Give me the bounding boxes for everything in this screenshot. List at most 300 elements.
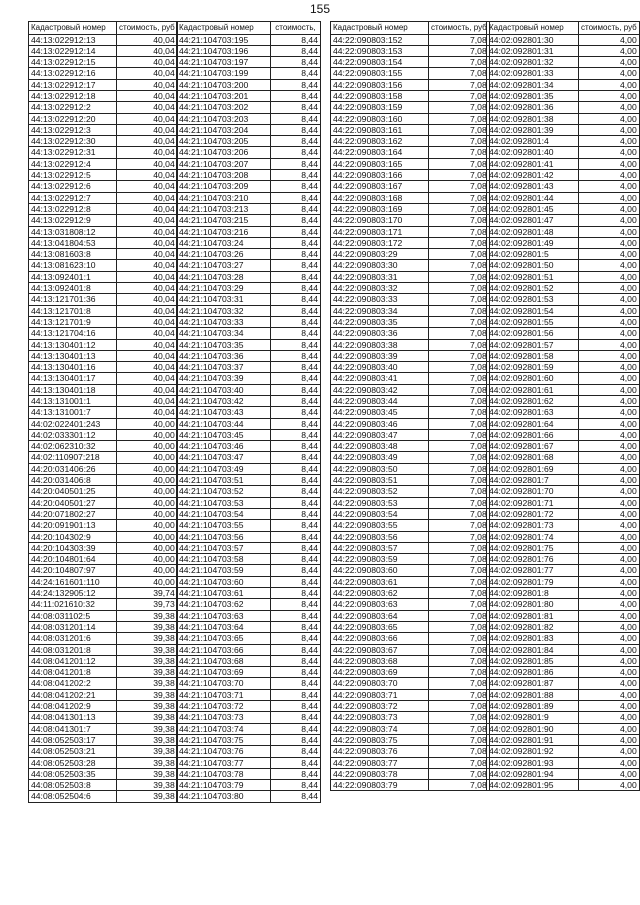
cadastral-number-cell: 44:02:092801:84	[487, 644, 579, 655]
table-row	[487, 757, 640, 768]
header-cadastral-number: Кадастровый номер	[331, 22, 429, 35]
cost-cell: 7,08	[429, 158, 490, 169]
cadastral-number-cell: 44:22:090803:42	[331, 384, 429, 395]
table-row	[487, 136, 640, 147]
table-row	[487, 316, 640, 327]
table-row	[177, 554, 321, 565]
table-row	[331, 452, 490, 463]
cadastral-number-cell: 44:02:092801:64	[487, 418, 579, 429]
cost-cell: 8,44	[271, 791, 321, 802]
cadastral-number-cell: 44:21:104703:210	[177, 192, 271, 203]
cost-cell: 7,08	[429, 203, 490, 214]
cadastral-number-cell: 44:02:092801:73	[487, 520, 579, 531]
cost-cell: 8,44	[271, 599, 321, 610]
cost-cell: 4,00	[579, 542, 640, 553]
cadastral-number-cell: 44:22:090803:60	[331, 565, 429, 576]
table-row	[487, 768, 640, 779]
cadastral-number-cell: 44:22:090803:172	[331, 237, 429, 248]
cadastral-number-cell: 44:13:022912:2	[29, 102, 117, 113]
cadastral-number-cell: 44:22:090803:46	[331, 418, 429, 429]
cadastral-number-cell: 44:02:092801:68	[487, 452, 579, 463]
cadastral-number-cell: 44:08:031201:14	[29, 621, 117, 632]
cadastral-number-cell: 44:21:104703:195	[177, 34, 271, 45]
cadastral-number-cell: 44:22:090803:166	[331, 170, 429, 181]
table-row	[331, 734, 490, 745]
table-row	[331, 712, 490, 723]
cadastral-number-cell: 44:02:092801:89	[487, 701, 579, 712]
cadastral-number-cell: 44:13:022912:17	[29, 79, 117, 90]
table-row	[177, 565, 321, 576]
cost-cell: 4,00	[579, 554, 640, 565]
cost-cell: 40,04	[117, 57, 178, 68]
cost-cell: 8,44	[271, 712, 321, 723]
cost-cell: 8,44	[271, 554, 321, 565]
table-row	[177, 701, 321, 712]
table-row	[331, 463, 490, 474]
cadastral-number-cell: 44:08:041202:9	[29, 701, 117, 712]
table-header-row	[29, 22, 178, 35]
cost-cell: 40,04	[117, 124, 178, 135]
cost-cell: 4,00	[579, 418, 640, 429]
table-row	[29, 350, 178, 361]
table-row	[331, 542, 490, 553]
cadastral-number-cell: 44:02:092801:57	[487, 339, 579, 350]
cost-cell: 4,00	[579, 633, 640, 644]
table-row	[177, 746, 321, 757]
table-row	[331, 294, 490, 305]
table-row	[487, 350, 640, 361]
table-row	[331, 181, 490, 192]
table-row	[29, 136, 178, 147]
cost-cell: 4,00	[579, 203, 640, 214]
table-row	[29, 689, 178, 700]
table-row	[331, 203, 490, 214]
cost-cell: 8,44	[271, 644, 321, 655]
cost-cell: 4,00	[579, 734, 640, 745]
cadastral-number-cell: 44:02:092801:87	[487, 678, 579, 689]
cost-cell: 40,00	[117, 429, 178, 440]
cost-cell: 40,04	[117, 362, 178, 373]
cadastral-number-cell: 44:08:041202:21	[29, 689, 117, 700]
cadastral-number-cell: 44:13:022912:3	[29, 124, 117, 135]
cadastral-number-cell: 44:02:092801:50	[487, 260, 579, 271]
table-row	[29, 429, 178, 440]
cost-cell: 7,08	[429, 339, 490, 350]
table-row	[177, 249, 321, 260]
header-cost: стоимость, руб	[117, 22, 178, 35]
cadastral-number-cell: 44:21:104703:29	[177, 283, 271, 294]
table-row	[177, 384, 321, 395]
cadastral-number-cell: 44:20:031406:8	[29, 475, 117, 486]
cadastral-number-cell: 44:22:090803:162	[331, 136, 429, 147]
table-row	[29, 170, 178, 181]
cost-cell: 40,04	[117, 79, 178, 90]
table-row	[331, 237, 490, 248]
cadastral-number-cell: 44:22:090803:36	[331, 328, 429, 339]
cost-cell: 4,00	[579, 136, 640, 147]
cadastral-number-cell: 44:21:104703:207	[177, 158, 271, 169]
cadastral-number-cell: 44:02:092801:36	[487, 102, 579, 113]
cost-cell: 7,08	[429, 407, 490, 418]
cadastral-number-cell: 44:02:092801:47	[487, 215, 579, 226]
table-row	[177, 712, 321, 723]
cadastral-number-cell: 44:21:104703:35	[177, 339, 271, 350]
cost-cell: 7,08	[429, 644, 490, 655]
cost-cell: 40,04	[117, 34, 178, 45]
cost-cell: 8,44	[271, 588, 321, 599]
cost-cell: 8,44	[271, 429, 321, 440]
table-row	[29, 407, 178, 418]
cadastral-number-cell: 44:21:104703:58	[177, 554, 271, 565]
cadastral-number-cell: 44:02:092801:95	[487, 780, 579, 791]
cost-cell: 7,08	[429, 452, 490, 463]
cadastral-number-cell: 44:22:090803:61	[331, 576, 429, 587]
table-row	[29, 441, 178, 452]
cadastral-number-cell: 44:02:092801:72	[487, 508, 579, 519]
table-row	[29, 723, 178, 734]
cadastral-number-cell: 44:21:104703:40	[177, 384, 271, 395]
cadastral-number-cell: 44:02:092801:58	[487, 350, 579, 361]
cadastral-number-cell: 44:13:130401:18	[29, 384, 117, 395]
cost-cell: 7,08	[429, 384, 490, 395]
cadastral-number-cell: 44:21:104703:63	[177, 610, 271, 621]
cadastral-number-cell: 44:22:090803:170	[331, 215, 429, 226]
cost-cell: 8,44	[271, 113, 321, 124]
cadastral-number-cell: 44:13:022912:5	[29, 170, 117, 181]
cost-cell: 7,08	[429, 768, 490, 779]
cost-cell: 40,04	[117, 350, 178, 361]
table-row	[29, 147, 178, 158]
table-row	[331, 497, 490, 508]
cost-cell: 4,00	[579, 599, 640, 610]
table-row	[29, 475, 178, 486]
cost-cell: 39,38	[117, 689, 178, 700]
cadastral-number-cell: 44:13:130401:17	[29, 373, 117, 384]
table-row	[487, 621, 640, 632]
table-row	[487, 124, 640, 135]
cost-cell: 8,44	[271, 305, 321, 316]
table-row	[487, 57, 640, 68]
table-row	[487, 305, 640, 316]
table-row	[331, 441, 490, 452]
table-row	[487, 362, 640, 373]
cost-cell: 40,00	[117, 576, 178, 587]
cadastral-number-cell: 44:13:081623:10	[29, 260, 117, 271]
cadastral-number-cell: 44:02:092801:51	[487, 271, 579, 282]
cost-cell: 4,00	[579, 475, 640, 486]
cadastral-number-cell: 44:21:104703:71	[177, 689, 271, 700]
cadastral-number-cell: 44:02:092801:91	[487, 734, 579, 745]
table-row	[29, 249, 178, 260]
cost-cell: 4,00	[579, 520, 640, 531]
cadastral-number-cell: 44:08:052503:8	[29, 780, 117, 791]
cost-cell: 7,08	[429, 576, 490, 587]
cost-cell: 39,73	[117, 599, 178, 610]
cost-cell: 8,44	[271, 102, 321, 113]
cost-cell: 4,00	[579, 610, 640, 621]
cost-cell: 8,44	[271, 249, 321, 260]
table-row	[487, 588, 640, 599]
table-row	[487, 475, 640, 486]
table-row	[29, 181, 178, 192]
cost-cell: 40,00	[117, 497, 178, 508]
table-row	[177, 339, 321, 350]
cost-cell: 7,08	[429, 316, 490, 327]
table-row	[331, 384, 490, 395]
cost-cell: 7,08	[429, 271, 490, 282]
cadastral-number-cell: 44:13:022912:9	[29, 215, 117, 226]
cost-cell: 4,00	[579, 271, 640, 282]
table-row	[331, 34, 490, 45]
cost-cell: 8,44	[271, 68, 321, 79]
table-row	[29, 768, 178, 779]
table-row	[29, 124, 178, 135]
table-row	[487, 170, 640, 181]
cost-cell: 8,44	[271, 576, 321, 587]
cadastral-number-cell: 44:22:090803:48	[331, 441, 429, 452]
table-row	[487, 260, 640, 271]
cost-cell: 8,44	[271, 373, 321, 384]
cadastral-number-cell: 44:21:104703:203	[177, 113, 271, 124]
cadastral-number-cell: 44:21:104703:77	[177, 757, 271, 768]
cost-cell: 7,08	[429, 441, 490, 452]
cost-cell: 8,44	[271, 610, 321, 621]
table-row	[487, 147, 640, 158]
table-row	[331, 689, 490, 700]
cost-cell: 4,00	[579, 644, 640, 655]
cadastral-number-cell: 44:21:104703:79	[177, 780, 271, 791]
table-row	[487, 508, 640, 519]
cadastral-number-cell: 44:22:090803:68	[331, 655, 429, 666]
cost-cell: 4,00	[579, 768, 640, 779]
cost-cell: 4,00	[579, 79, 640, 90]
cadastral-number-cell: 44:20:091901:13	[29, 520, 117, 531]
table-row	[29, 734, 178, 745]
cost-cell: 39,38	[117, 655, 178, 666]
cost-cell: 8,44	[271, 192, 321, 203]
cadastral-number-cell: 44:22:090803:154	[331, 57, 429, 68]
cadastral-number-cell: 44:11:021610:32	[29, 599, 117, 610]
cost-cell: 8,44	[271, 181, 321, 192]
cadastral-number-cell: 44:02:092801:67	[487, 441, 579, 452]
cadastral-number-cell: 44:02:092801:66	[487, 429, 579, 440]
cost-cell: 8,44	[271, 226, 321, 237]
cost-cell: 7,08	[429, 757, 490, 768]
cost-cell: 8,44	[271, 260, 321, 271]
table-row	[331, 102, 490, 113]
table-row	[331, 418, 490, 429]
cadastral-number-cell: 44:02:110907:218	[29, 452, 117, 463]
cadastral-number-cell: 44:22:090803:70	[331, 678, 429, 689]
cadastral-number-cell: 44:21:104703:49	[177, 463, 271, 474]
table-row	[331, 305, 490, 316]
cost-cell: 4,00	[579, 429, 640, 440]
table-row	[487, 576, 640, 587]
cadastral-table-3	[330, 21, 490, 791]
cost-cell: 8,44	[271, 170, 321, 181]
cost-cell: 7,08	[429, 45, 490, 56]
cadastral-number-cell: 44:08:041201:8	[29, 667, 117, 678]
cost-cell: 7,08	[429, 418, 490, 429]
cost-cell: 8,44	[271, 57, 321, 68]
cost-cell: 4,00	[579, 780, 640, 791]
cadastral-number-cell: 44:22:090803:34	[331, 305, 429, 316]
cost-cell: 8,44	[271, 350, 321, 361]
cost-cell: 40,04	[117, 192, 178, 203]
cadastral-number-cell: 44:13:121701:9	[29, 316, 117, 327]
table-row	[29, 79, 178, 90]
cadastral-number-cell: 44:02:092801:61	[487, 384, 579, 395]
cost-cell: 4,00	[579, 396, 640, 407]
cost-cell: 7,08	[429, 350, 490, 361]
cadastral-number-cell: 44:22:090803:171	[331, 226, 429, 237]
cadastral-number-cell: 44:22:090803:29	[331, 249, 429, 260]
cost-cell: 7,08	[429, 497, 490, 508]
cost-cell: 4,00	[579, 757, 640, 768]
cost-cell: 39,38	[117, 768, 178, 779]
table-row	[487, 226, 640, 237]
cadastral-number-cell: 44:21:104703:65	[177, 633, 271, 644]
cost-cell: 40,04	[117, 90, 178, 101]
table-row	[177, 723, 321, 734]
cost-cell: 8,44	[271, 542, 321, 553]
cadastral-number-cell: 44:21:104703:204	[177, 124, 271, 135]
cadastral-number-cell: 44:21:104703:199	[177, 68, 271, 79]
cost-cell: 8,44	[271, 203, 321, 214]
table-row	[177, 260, 321, 271]
cost-cell: 4,00	[579, 701, 640, 712]
cost-cell: 39,38	[117, 757, 178, 768]
cadastral-number-cell: 44:13:041804:53	[29, 237, 117, 248]
cost-cell: 8,44	[271, 565, 321, 576]
cadastral-number-cell: 44:22:090803:77	[331, 757, 429, 768]
cost-cell: 4,00	[579, 90, 640, 101]
table-row	[29, 283, 178, 294]
cadastral-number-cell: 44:21:104703:28	[177, 271, 271, 282]
table-row	[487, 723, 640, 734]
cost-cell: 4,00	[579, 102, 640, 113]
table-row	[331, 316, 490, 327]
cost-cell: 8,44	[271, 316, 321, 327]
cadastral-number-cell: 44:21:104703:74	[177, 723, 271, 734]
table-row	[29, 158, 178, 169]
cost-cell: 39,38	[117, 723, 178, 734]
cost-cell: 8,44	[271, 689, 321, 700]
cost-cell: 40,00	[117, 418, 178, 429]
table-row	[29, 102, 178, 113]
cost-cell: 7,08	[429, 170, 490, 181]
cadastral-number-cell: 44:21:104703:196	[177, 45, 271, 56]
cadastral-number-cell: 44:22:090803:63	[331, 599, 429, 610]
table-row	[29, 463, 178, 474]
table-row	[331, 57, 490, 68]
table-row	[29, 757, 178, 768]
table-row	[487, 531, 640, 542]
table-row	[487, 554, 640, 565]
table-row	[331, 373, 490, 384]
table-row	[331, 531, 490, 542]
table-row	[177, 203, 321, 214]
table-row	[177, 113, 321, 124]
cost-cell: 39,38	[117, 633, 178, 644]
cadastral-number-cell: 44:21:104703:202	[177, 102, 271, 113]
cost-cell: 40,00	[117, 452, 178, 463]
cost-cell: 8,44	[271, 294, 321, 305]
table-row	[177, 283, 321, 294]
cadastral-number-cell: 44:21:104703:201	[177, 90, 271, 101]
cadastral-number-cell: 44:22:090803:156	[331, 79, 429, 90]
cost-cell: 7,08	[429, 226, 490, 237]
cadastral-number-cell: 44:21:104703:39	[177, 373, 271, 384]
cost-cell: 4,00	[579, 531, 640, 542]
cost-cell: 40,04	[117, 339, 178, 350]
table-row	[29, 362, 178, 373]
cost-cell: 4,00	[579, 497, 640, 508]
cadastral-number-cell: 44:21:104703:200	[177, 79, 271, 90]
cost-cell: 7,08	[429, 362, 490, 373]
cadastral-number-cell: 44:13:130401:13	[29, 350, 117, 361]
cadastral-number-cell: 44:24:161601:110	[29, 576, 117, 587]
table-row	[29, 316, 178, 327]
cost-cell: 7,08	[429, 294, 490, 305]
cadastral-number-cell: 44:08:031102:5	[29, 610, 117, 621]
cadastral-number-cell: 44:22:090803:40	[331, 362, 429, 373]
table-row	[177, 441, 321, 452]
table-row	[29, 644, 178, 655]
table-row	[331, 701, 490, 712]
cost-cell: 4,00	[579, 181, 640, 192]
cost-cell: 7,08	[429, 689, 490, 700]
cost-cell: 8,44	[271, 158, 321, 169]
cost-cell: 40,04	[117, 68, 178, 79]
table-row	[487, 429, 640, 440]
cost-cell: 40,04	[117, 305, 178, 316]
table-row	[177, 497, 321, 508]
cost-cell: 39,38	[117, 734, 178, 745]
table-row	[487, 328, 640, 339]
cadastral-number-cell: 44:13:131001:7	[29, 407, 117, 418]
cadastral-number-cell: 44:22:090803:52	[331, 486, 429, 497]
cadastral-number-cell: 44:21:104703:53	[177, 497, 271, 508]
cadastral-number-cell: 44:21:104703:206	[177, 147, 271, 158]
cost-cell: 8,44	[271, 723, 321, 734]
table-row	[177, 757, 321, 768]
cost-cell: 40,04	[117, 45, 178, 56]
cadastral-number-cell: 44:02:092801:83	[487, 633, 579, 644]
cost-cell: 7,08	[429, 655, 490, 666]
table-row	[177, 791, 321, 802]
cost-cell: 7,08	[429, 508, 490, 519]
cost-cell: 7,08	[429, 712, 490, 723]
cadastral-number-cell: 44:13:121701:36	[29, 294, 117, 305]
cadastral-number-cell: 44:22:090803:45	[331, 407, 429, 418]
cadastral-number-cell: 44:20:104807:97	[29, 565, 117, 576]
cadastral-number-cell: 44:02:092801:38	[487, 113, 579, 124]
table-row	[487, 90, 640, 101]
cadastral-number-cell: 44:22:090803:64	[331, 610, 429, 621]
cadastral-number-cell: 44:22:090803:55	[331, 520, 429, 531]
cost-cell: 7,08	[429, 746, 490, 757]
cost-cell: 39,38	[117, 791, 178, 802]
cost-cell: 4,00	[579, 215, 640, 226]
cost-cell: 4,00	[579, 305, 640, 316]
cost-cell: 7,08	[429, 475, 490, 486]
cost-cell: 7,08	[429, 34, 490, 45]
cadastral-number-cell: 44:02:092801:4	[487, 136, 579, 147]
cost-cell: 7,08	[429, 542, 490, 553]
table-row	[331, 136, 490, 147]
cadastral-table-2	[176, 21, 321, 803]
